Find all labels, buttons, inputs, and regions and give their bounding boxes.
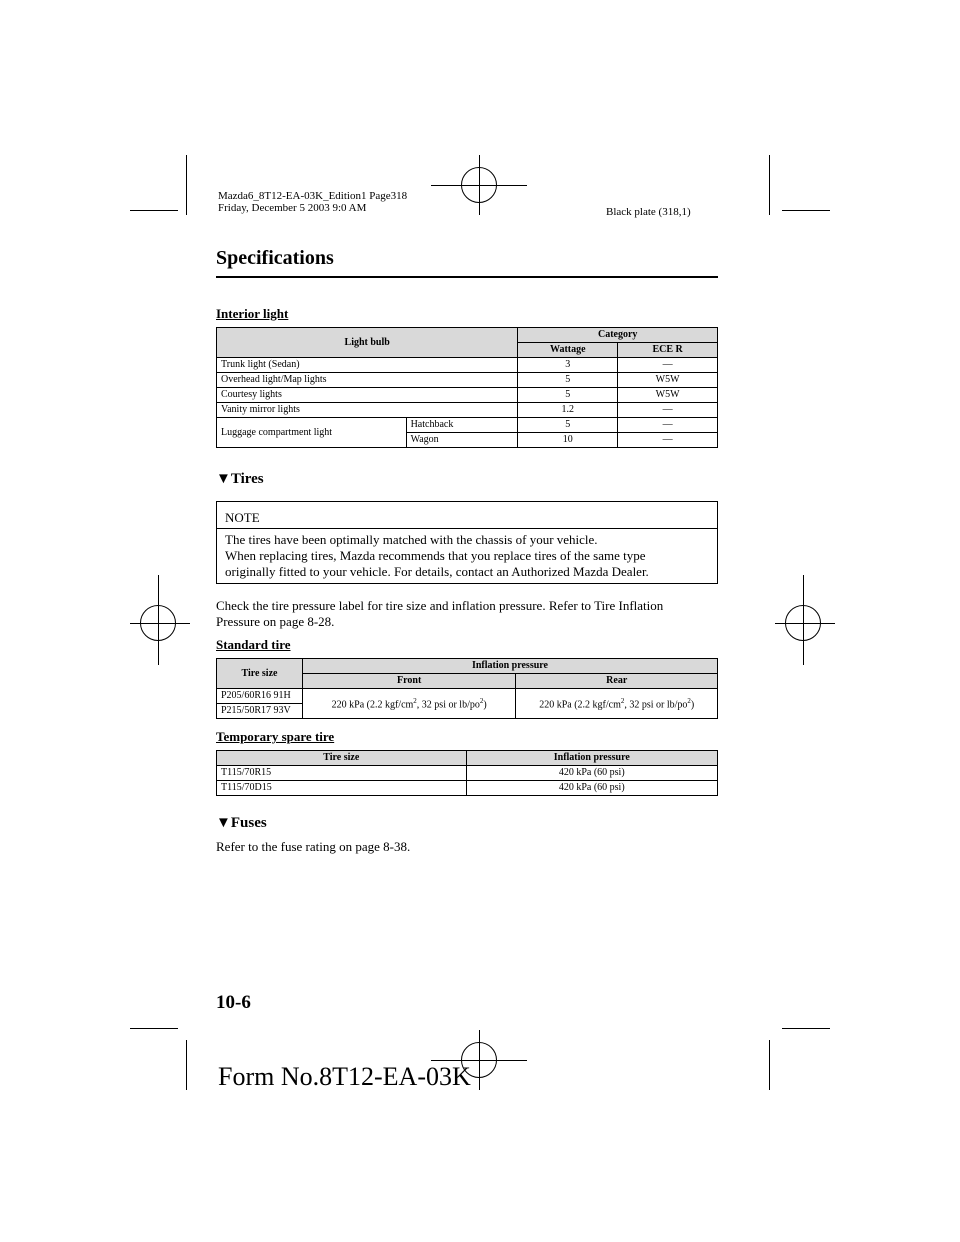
col-tire-size: Tire size xyxy=(217,659,303,689)
col-inflation-pressure: Inflation pressure xyxy=(302,659,717,674)
table-row: P205/60R16 91H 220 kPa (2.2 kgf/$cm^2$, 32 psi or $lb/po^2$) 220 kPa (2.2 kgf/$cm^2$, 32 psi or $lb/po^2$) xyxy=(217,689,718,704)
col-tire-size: Tire size xyxy=(217,751,467,766)
note-title: NOTE xyxy=(225,510,260,525)
interior-light-table xyxy=(216,327,718,448)
col-front: Front xyxy=(302,674,516,689)
standard-tire-table xyxy=(216,658,718,719)
print-header-date: Friday, December 5 2003 9:0 AM xyxy=(218,202,367,214)
section-title: Specifications xyxy=(216,247,334,269)
triangle-down-icon: ▼ xyxy=(216,471,231,487)
table-row: Luggage compartment light Hatchback 5 — xyxy=(217,418,718,433)
body-text: Check the tire pressure label for tire size and inflation pressure. Refer to Tire Inflation xyxy=(216,598,664,613)
form-number: Form No.8T12-EA-03K xyxy=(218,1062,471,1091)
table-row: Wagon 10 — xyxy=(217,433,718,448)
table-row: Vanity mirror lights 1.2 — xyxy=(217,403,718,418)
interior-light-heading: Interior light xyxy=(216,306,289,321)
spare-tire-table xyxy=(216,750,718,796)
spare-tire-heading: Temporary spare tire xyxy=(216,729,335,744)
print-header-file: Mazda6_8T12-EA-03K_Edition1 Page318 xyxy=(218,190,408,202)
standard-tire-heading: Standard tire xyxy=(216,637,291,652)
body-text: Pressure on page 8-28. xyxy=(216,614,335,629)
table-row: P215/50R17 93V xyxy=(217,704,718,719)
fuses-text: Refer to the fuse rating on page 8-38. xyxy=(216,839,411,854)
table-row: Overhead light/Map lights 5 W5W xyxy=(217,373,718,388)
print-header-plate: Black plate (318,1) xyxy=(606,206,691,218)
col-rear: Rear xyxy=(516,674,718,689)
col-inflation-pressure: Inflation pressure xyxy=(466,751,717,766)
title-rule xyxy=(216,276,718,278)
col-category: Category xyxy=(518,328,718,343)
note-line: originally fitted to your vehicle. For details, contact an Authorized Mazda Dealer. xyxy=(225,564,649,579)
note-line: The tires have been optimally matched with the chassis of your vehicle. xyxy=(225,532,598,547)
col-ecer: ECE R xyxy=(618,343,718,358)
table-row: Trunk light (Sedan) 3 — xyxy=(217,358,718,373)
table-row: T115/70D15 420 kPa (60 psi) xyxy=(217,781,718,796)
triangle-down-icon: ▼ xyxy=(216,815,231,831)
col-light-bulb: Light bulb xyxy=(217,328,518,358)
page-number: 10-6 xyxy=(216,992,251,1013)
col-wattage: Wattage xyxy=(518,343,618,358)
note-box xyxy=(216,501,718,584)
table-row: T115/70R15 420 kPa (60 psi) xyxy=(217,766,718,781)
tires-heading: ▼Tires xyxy=(216,471,264,487)
fuses-heading: ▼Fuses xyxy=(216,815,267,831)
rear-pressure: 220 kPa (2.2 kgf/$cm^2$, 32 psi or $lb/po^2$) xyxy=(516,689,718,719)
note-line: When replacing tires, Mazda recommends that you replace tires of the same type xyxy=(225,548,646,563)
table-row: Courtesy lights 5 W5W xyxy=(217,388,718,403)
front-pressure: 220 kPa (2.2 kgf/$cm^2$, 32 psi or $lb/po^2$) xyxy=(302,689,516,719)
